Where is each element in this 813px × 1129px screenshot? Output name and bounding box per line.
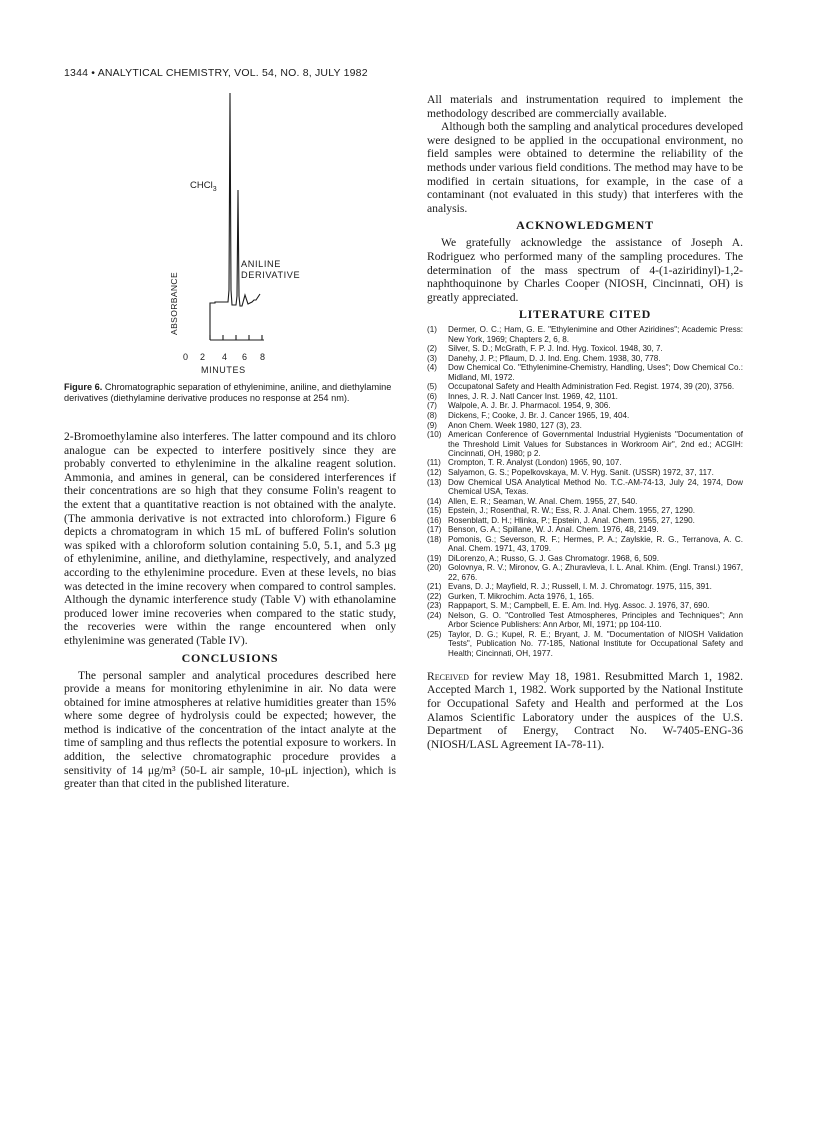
acknowledgment-heading: ACKNOWLEDGMENT: [516, 218, 654, 233]
literature-cited-heading: LITERATURE CITED: [518, 307, 652, 322]
reference-text: Taylor, D. G.; Kupel, R. E.; Bryant, J. M. "Documentation of NIOSH Validation Tests", Publication No. 77-185, National Institute for Occupational Safety and Health; Cincinnati, OH, 1977.: [448, 629, 743, 658]
reference-text: Walpole, A. J. Br. J. Pharmacol. 1954, 9, 306.: [448, 401, 611, 411]
reference-number: (25): [427, 629, 442, 639]
reference-number: (15): [427, 506, 442, 516]
reference-number: (13): [427, 477, 442, 487]
reference-item: [427, 468, 743, 477]
reference-item: [427, 392, 743, 401]
reference-item: [427, 354, 743, 363]
reference-number: (2): [427, 344, 437, 354]
x-tick-label: 6: [242, 352, 248, 362]
reference-item: [427, 582, 743, 591]
reference-text: Dow Chemical Co. "Ethylenimine-Chemistry, Handling, Uses"; Dow Chemical Co.: Midland, MI, 1972.: [448, 363, 743, 382]
reference-text: Rappaport, S. M.; Campbell, E. E. Am. Ind. Hyg. Assoc. J. 1976, 37, 690.: [448, 601, 710, 611]
reference-number: (22): [427, 591, 442, 601]
reference-item: [427, 363, 743, 382]
reference-item: [427, 382, 743, 391]
reference-text: Crompton, T. R. Analyst (London) 1965, 90, 107.: [448, 458, 622, 468]
reference-number: (21): [427, 582, 442, 592]
reference-number: (19): [427, 553, 442, 563]
figure-caption-text: Chromatographic separation of ethylenimine, aniline, and diethylamine derivatives (diethylamine derivative produces no response at 254 nm).: [64, 382, 392, 404]
reference-text: Dickens, F.; Cooke, J. Br. J. Cancer 1965, 19, 404.: [448, 411, 630, 421]
reference-text: Gurken, T. Mikrochim. Acta 1976, 1, 165.: [448, 591, 595, 601]
reference-item: [427, 344, 743, 353]
y-axis-label: ABSORBANCE: [169, 271, 179, 335]
reference-item: [427, 458, 743, 467]
reference-number: (1): [427, 325, 437, 335]
reference-item: [427, 535, 743, 554]
x-tick-label: 8: [260, 352, 266, 362]
reference-item: [427, 592, 743, 601]
conclusions-heading: CONCLUSIONS: [181, 650, 279, 665]
reference-text: Salyamon, G. S.; Popelkovskaya, M. V. Hyg. Sanit. (USSR) 1972, 37, 117.: [448, 468, 714, 478]
reference-text: Anon Chem. Week 1980, 127 (3), 23.: [448, 420, 582, 430]
received-text: for review May 18, 1981. Resubmitted March 1, 1982. Accepted March 1, 1982. Work supported by the National Institute for Occupational Safety and Health and performed at the Los Alamos Scientific Laboratory under the auspices of the U.S. Department of Energy, Contract No. W-7405-ENG-36 (NIOSH/LASL Agreement IA-78-11).: [427, 669, 743, 751]
reference-number: (7): [427, 401, 437, 411]
reference-text: Innes, J. R. J. Natl Cancer Inst. 1969, 42, 1101.: [448, 391, 618, 401]
reference-text: Occupatonal Safety and Health Administration Fed. Regist. 1974, 39 (20), 3756.: [448, 382, 735, 392]
reference-item: [427, 411, 743, 420]
reference-number: (20): [427, 563, 442, 573]
reference-text: Danehy, J. P.; Pflaum, D. J. Ind. Eng. Chem. 1938, 30, 778.: [448, 353, 661, 363]
reference-number: (11): [427, 458, 441, 468]
reference-item: [427, 430, 743, 458]
received-note: [427, 670, 743, 752]
reference-number: (5): [427, 382, 437, 392]
reference-text: Evans, D. J.; Mayfield, R. J.; Russell, I. M. J. Chromatogr. 1975, 115, 391.: [448, 582, 712, 592]
reference-item: [427, 401, 743, 410]
reference-item: [427, 601, 743, 610]
left-column: [64, 430, 396, 791]
reference-item: [427, 563, 743, 582]
x-tick-label: 4: [222, 352, 228, 362]
reference-item: [427, 478, 743, 497]
reference-text: Dermer, O. C.; Ham, G. E. "Ethylenimine and Other Aziridines"; Academic Press: New York, 1969; Chapters 2, 6, 8.: [448, 325, 743, 344]
reference-item: [427, 325, 743, 344]
reference-number: (3): [427, 353, 437, 363]
reference-number: (24): [427, 611, 442, 621]
reference-item: [427, 630, 743, 658]
reference-number: (12): [427, 468, 442, 478]
reference-item: [427, 611, 743, 630]
reference-list: [427, 325, 743, 658]
reference-number: (8): [427, 411, 437, 421]
reference-text: Epstein, J.; Rosenthal, R. W.; Ess, R. J. Anal. Chem. 1955, 27, 1290.: [448, 506, 695, 516]
reference-item: [427, 516, 743, 525]
chromatogram-trace: [210, 93, 260, 340]
reference-number: (17): [427, 525, 442, 535]
figure-caption: [64, 382, 396, 405]
aniline-peak-label-line2: DERIVATIVE: [241, 270, 301, 280]
reference-text: American Conference of Governmental Industrial Hygienists "Documentation of the Threshold Limit Values for Substances in Workroom Air", 2nd ed.; ACGIH: Cincinnati, OH, 1980; p 2.: [448, 430, 743, 458]
paragraph-field-samples: Although both the sampling and analytical procedures developed were designed to be applied in the occupational environment, no field samples were obtained to determine the reliability of the methods under various field conditions. The method may have to be modified in certain situations, for example, in the case of a contaminant (not evaluated in this study) that interferes with the analysis.: [427, 120, 743, 215]
running-header: 1344 • ANALYTICAL CHEMISTRY, VOL. 54, NO. 8, JULY 1982: [64, 67, 368, 79]
reference-item: [427, 421, 743, 430]
reference-text: DiLorenzo, A.; Russo, G. J. Gas Chromatogr. 1968, 6, 509.: [448, 553, 659, 563]
paragraph-conclusions: The personal sampler and analytical procedures described here provide a means for monitoring ethylenimine in air. No data were obtained for imine atmospheres at relative humidities greater than 15% where some degree of hydrolysis could be expected; however, the method is indicative of the concentration of the intact analyte at the time of sampling and thus reflects the potential exposure to workers. In addition, the selective chromatographic procedure provides a sensitivity of 14 μg/m³ (50-L air sample, 10-μL injection), which is greater than that cited in the published literature.: [64, 668, 396, 791]
reference-text: Golovnya, R. V.; Mironov, G. A.; Zhuravleva, I. L. Anal. Khim. (Engl. Transl.) 1967, 22, 676.: [448, 563, 743, 582]
reference-item: [427, 554, 743, 563]
paragraph-acknowledgment: We gratefully acknowledge the assistance of Joseph A. Rodriguez who performed many of the sampling procedures. The determination of the mass spectrum of 4-(1-aziridinyl)-1,2-naphthoquinone by Charles Cooper (NIOSH, Cincinnati, OH) is greatly appreciated.: [427, 236, 743, 304]
reference-text: Nelson, G. O. "Controlled Test Atmospheres, Principles and Techniques"; Ann Arbor Science Publishers: Ann Arbor, MI, 1971; pp 104-110.: [448, 611, 743, 630]
chcl3-peak-label: CHCl$_3$: [190, 180, 217, 193]
reference-number: (23): [427, 601, 442, 611]
x-axis-label: MINUTES: [201, 365, 246, 375]
chromatogram-figure: [160, 85, 360, 385]
reference-number: (14): [427, 496, 442, 506]
reference-item: [427, 506, 743, 515]
reference-number: (6): [427, 391, 437, 401]
aniline-peak-label-line1: ANILINE: [241, 259, 281, 269]
reference-text: Benson, G. A.; Spillane, W. J. Anal. Chem. 1976, 48, 2149.: [448, 525, 659, 535]
reference-text: Silver, S. D.; McGrath, F. P. J. Ind. Hyg. Toxicol. 1948, 30, 7.: [448, 344, 663, 354]
reference-number: (16): [427, 515, 442, 525]
reference-item: [427, 497, 743, 506]
x-tick-label: 2: [200, 352, 206, 362]
reference-number: (9): [427, 420, 437, 430]
reference-item: [427, 525, 743, 534]
paragraph-interferences: 2-Bromoethylamine also interferes. The latter compound and its chloro analogue can be expected to interfere positively since they are probably converted to ethylenimine in the alkaline reagent solution. Ammonia, and amines in general, can be considered interferences if their concentrations are so high that they consume Folin's reagent to the extent that a quantitative reaction is not obtained with the analyte. (The ammonia derivative is not extracted into chloroform.) Figure 6 depicts a chromatogram in which 15 mL of buffered Folin's solution was spiked with a chloroform solution containing 5.0, 5.1, and 5.3 μg of ethylenimine, aniline, and diethylamine, respectively, and analyzed according to the ethylenimine procedure. Even at these levels, no bias was detected in the imine recovery when compared to control samples. Although the dynamic interference study (Table V) with ethanolamine produced lower imine recoveries when compared to the static study, the recoveries were within the range encountered when only ethylenimine was generated (Table IV).: [64, 430, 396, 647]
received-lead: Received: [427, 669, 469, 683]
reference-number: (10): [427, 430, 442, 440]
reference-text: Dow Chemical USA Analytical Method No. T.C.-AM-74-13, July 24, 1974, Dow Chemical USA, Texas.: [448, 477, 743, 496]
reference-text: Allen, E. R.; Seaman, W. Anal. Chem. 1955, 27, 540.: [448, 496, 638, 506]
reference-text: Rosenblatt, D. H.; Hlinka, P.; Epstein, J. Anal. Chem. 1955, 27, 1290.: [448, 515, 695, 525]
figure-caption-label: Figure 6.: [64, 382, 103, 392]
paragraph-materials: All materials and instrumentation required to implement the methodology described are commercially available.: [427, 93, 743, 120]
right-column: [427, 93, 743, 751]
reference-number: (4): [427, 363, 437, 373]
reference-text: Pomonis, G.; Severson, R. F.; Hermes, P. A.; Zaylskie, R. G., Terranova, A. C. Anal. Chem. 1971, 43, 1709.: [448, 534, 743, 554]
reference-number: (18): [427, 534, 442, 544]
x-tick-label: 0: [183, 352, 189, 362]
